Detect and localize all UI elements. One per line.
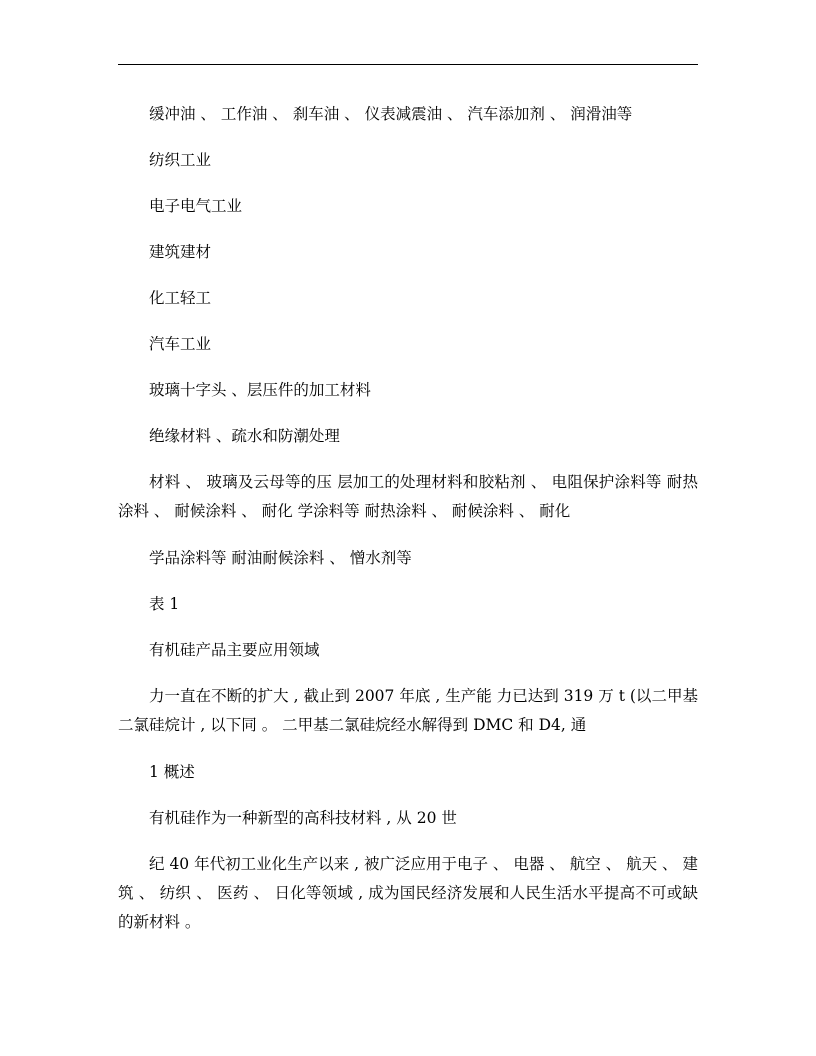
paragraph-coatings: 材料 、 玻璃及云母等的压 层加工的处理材料和胶粘剂 、 电阻保护涂料等 耐热涂料 、 耐候涂料 、 耐化 学涂料等 耐热涂料 、 耐候涂料 、 耐化 bbox=[118, 473, 698, 520]
paragraph-industrialization: 纪 40 年代初工业化生产以来 , 被广泛应用于电子 、 电器 、 航空 、 航天 、 建筑 、 纺织 、 医药 、 日化等领域 , 成为国民经济发展和人民生活水平提高不可或缺的新材料 。 bbox=[118, 855, 698, 931]
paragraph-insulation: 绝缘材料 、疏水和防潮处理 bbox=[149, 427, 340, 445]
header-rule bbox=[118, 64, 698, 65]
paragraph-textile-industry: 纺织工业 bbox=[149, 151, 212, 169]
paragraph-glass-materials: 玻璃十字头 、层压件的加工材料 bbox=[149, 381, 371, 399]
paragraph-chemical-coatings: 学品涂料等 耐油耐候涂料 、 憎水剂等 bbox=[149, 549, 412, 567]
paragraph-application-oils: 缓冲油 、 工作油 、 刹车油 、 仪表减震油 、 汽车添加剂 、 润滑油等 bbox=[149, 105, 633, 123]
paragraph-capacity: 力一直在不断的扩大 , 截止到 2007 年底 , 生产能 力已达到 319 万 t (以二甲基二氯硅烷计 , 以下同 。 二甲基二氯硅烷经水解得到 DMC 和 D4, 通 bbox=[118, 687, 698, 734]
paragraph-automotive-industry: 汽车工业 bbox=[149, 335, 212, 353]
paragraph-intro: 有机硅作为一种新型的高科技材料 , 从 20 世 bbox=[149, 809, 457, 827]
table-label: 表 1 bbox=[149, 595, 180, 613]
paragraph-electronics-industry: 电子电气工业 bbox=[149, 197, 243, 215]
table-caption: 有机硅产品主要应用领域 bbox=[149, 641, 320, 659]
paragraph-construction: 建筑建材 bbox=[149, 243, 212, 261]
paragraph-chemical-light-industry: 化工轻工 bbox=[149, 289, 212, 307]
section-heading-overview: 1 概述 bbox=[149, 763, 195, 781]
